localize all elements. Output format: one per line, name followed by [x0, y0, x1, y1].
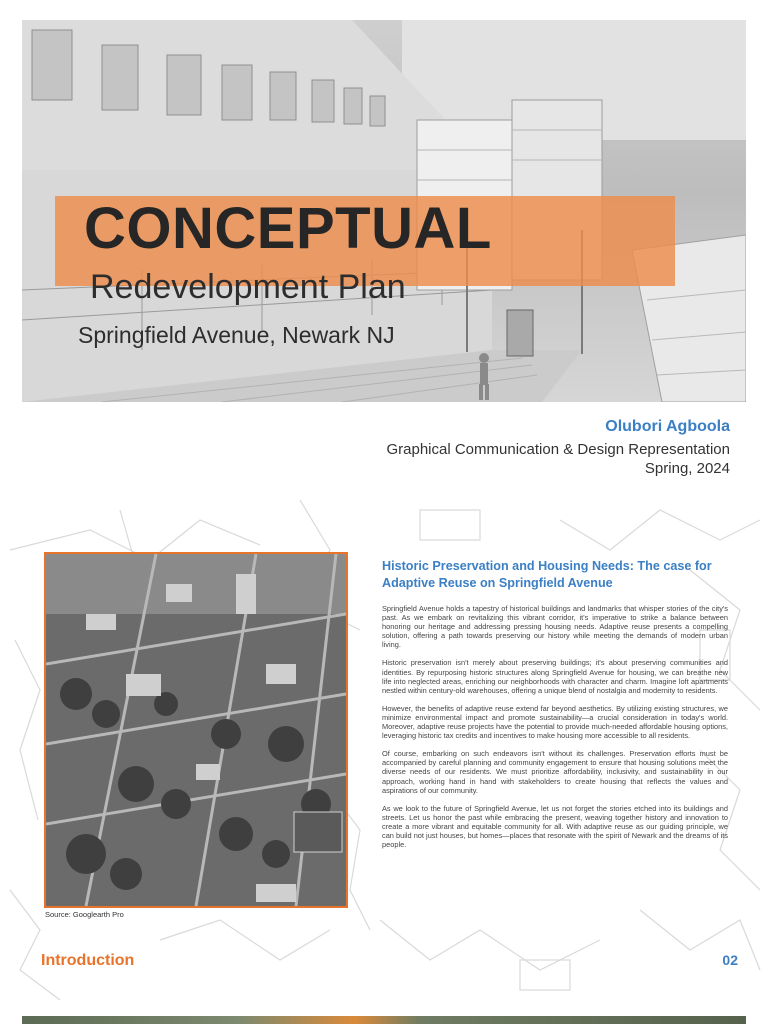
article-paragraph: As we look to the future of Springfield Avenue, let us not forget the stories etched into its buildings and streets. Let us honor the past while embracing the present, weaving together history and innovation to create a more vibrant and equitable community for all. With adaptive reuse as our guiding principle, we can build not just houses, but homes—places that resonate with the spirit of Newark and the dreams of its people.	[382, 803, 728, 850]
article	[382, 558, 728, 858]
article-heading: Historic Preservation and Housing Needs: The case for Adaptive Reuse on Springfield Avenue	[382, 559, 712, 590]
page-subtitle: Redevelopment Plan	[90, 268, 406, 306]
location-text: Springfield Avenue, Newark NJ	[78, 322, 395, 348]
aerial-city-image	[46, 554, 346, 906]
author-block	[230, 416, 730, 478]
article-paragraph: Of course, embarking on such endeavors isn't without its challenges. Preservation efforts must be accompanied by careful planning and community engagement to ensure that housing solutions meet the diverse needs of our residents. We must prioritize affordability, inclusivity, and sustainability in our approach, working hand in hand with stakeholders to create housing that reflects the values and aspirations of our community.	[382, 749, 728, 795]
next-page-preview-strip	[22, 1016, 746, 1024]
article-paragraph: Historic preservation isn't merely about preserving buildings; it's about preserving communities and identities. By repurposing historic structures along Springfield Avenue for housing, we can breathe new life into neglected areas, enriching our neighborhoods with character and charm. Imagine loft apartments nestled within century-old warehouses, offering a unique blend of nostalgia and modernity to residents.	[382, 658, 728, 695]
author-name: Olubori Agboola	[605, 418, 730, 435]
aerial-photo	[44, 552, 348, 908]
section-label: Introduction	[41, 952, 135, 969]
term-text: Spring, 2024	[644, 460, 730, 477]
page-title: CONCEPTUAL	[84, 196, 492, 261]
article-paragraph: Springfield Avenue holds a tapestry of historical buildings and landmarks that whisper stories of the city's past. As we embark on revitalizing this vibrant corridor, it's imperative to strike a balance between honoring our heritage and addressing pressing housing needs. Adaptive reuse presents a compelling solution, offering a path towards preserving our history while meeting the demands of modern urban living.	[382, 604, 728, 650]
photo-source-caption: Source: Googlearth Pro	[45, 910, 124, 919]
page-number: 02	[722, 952, 738, 968]
course-name: Graphical Communication & Design Representation	[386, 441, 730, 458]
article-body	[382, 604, 728, 849]
article-paragraph: However, the benefits of adaptive reuse extend far beyond aesthetics. By utilizing existing structures, we minimize environmental impact and promote sustainability—a crucial consideration in today's world. Moreover, adaptive reuse projects have the potential to provide much-needed affordable housing options, leveraging historic tax credits and incentives to make housing more accessible to all residents.	[382, 703, 728, 741]
